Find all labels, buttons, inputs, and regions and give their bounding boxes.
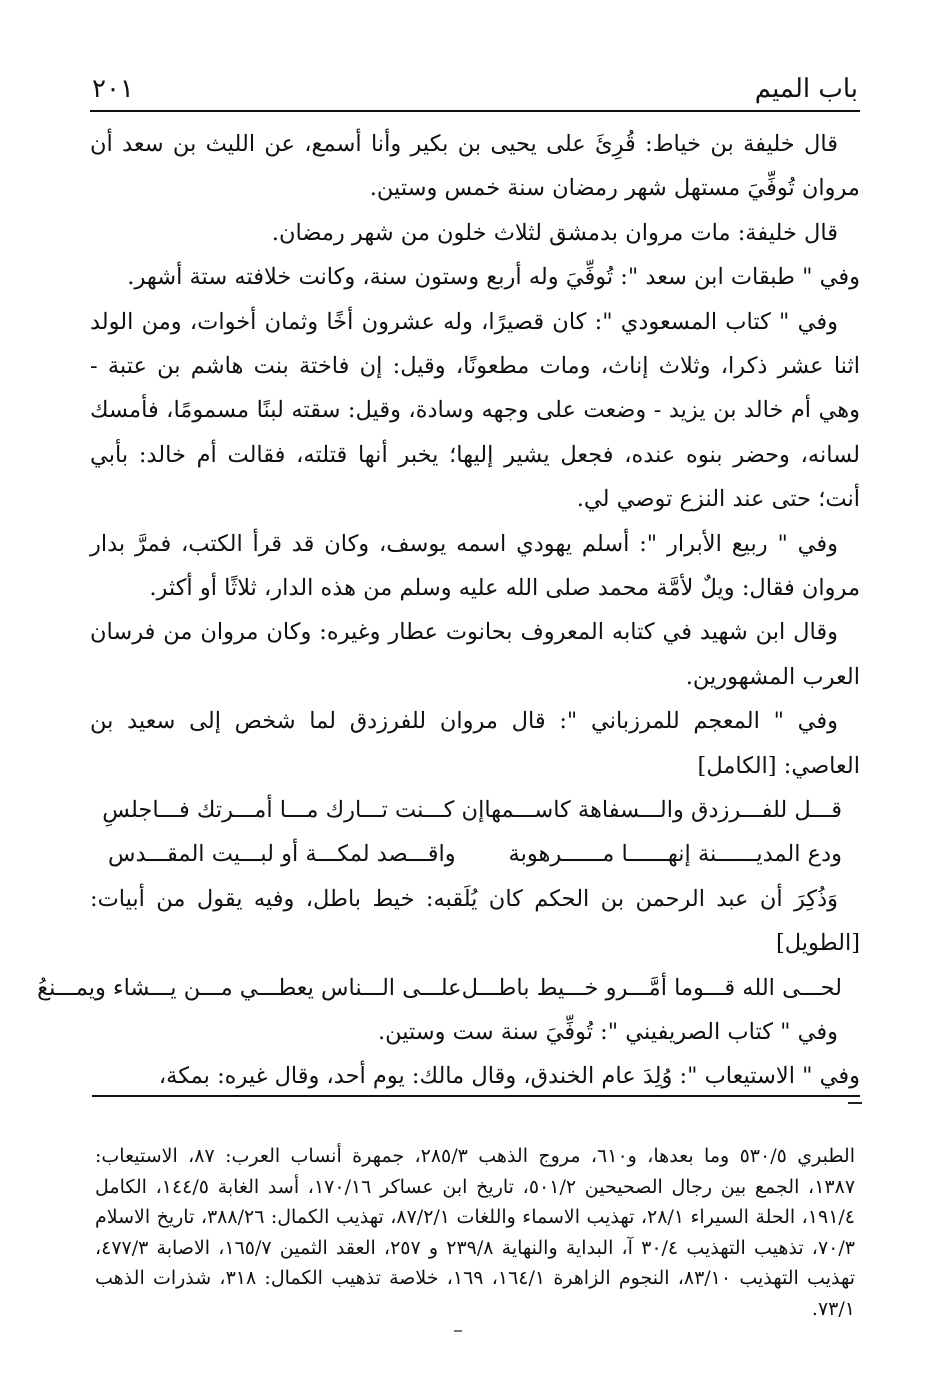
paragraph: قال خليفة: مات مروان بدمشق لثلاث خلون من شهر رمضان.: [271, 219, 838, 246]
verse-line: [37, 966, 860, 1010]
footnote-references: الطبري ٥٣٠/٥ وما بعدها، و٦١٠، مروج الذهب ٢٨٥/٣، جمهرة أنساب العرب: ٨٧، الاستيعاب: ١٣٨٧، الجمع بين رجال الصحيحين ٥٠١/٢، تاريخ ابن عساكر ١٧٠/١٦، أسد الغابة ١٤٤/٥، الكامل ١٩١/٤، الحلة السيراء ٢٨/١، تهذيب الاسماء واللغات ٨٧/٢/١، تهذيب الكمال: ٣٨٨/٢٦، تاريخ الاسلام ٧٠/٣، تذهيب التهذيب ٣٠/٤ آ، البداية والنهاية ٢٣٩/٨ و ٢٥٧، العقد الثمين ١٦٥/٧، الاصابة ٤٧٧/٣، تهذيب التهذيب ٨٣/١٠، النجوم الزاهرة ١٦٤/١، ١٦٩، خلاصة تذهيب الكمال: ٣١٨، شذرات الذهب ٧٣/١.: [95, 1145, 856, 1320]
paragraph: وفي " كتاب الصريفيني ": تُوفِّيَ سنة ست وستين.: [377, 1019, 838, 1046]
page-header: [92, 62, 858, 106]
hemistich-second: واقـــصد لمكـــة أو لبـــيت المقـــدس: [108, 841, 456, 868]
verse-line: [90, 832, 860, 876]
footnote-marker: [848, 1102, 862, 1104]
paragraph: وفي " كتاب المسعودي ": كان قصيرًا، وله عشرون أخًا وثمان أخوات، ومن الولد اثنا عشر ذكرا، وثلاث إناث، ومات مطعونًا، وقيل: إن فاختة بنت هاشم بن عتبة - وهي أم خالد بن يزيد - وضعت على وجهه وسادة، وقيل: سقته لبنًا مسمومًا، فأمسك لسانه، وحضر بنوه عنده، فجعل يشير إليها؛ يخبر أنها قتلته، فقالت أم خالد: بأبي أنت؛ حتى عند النزع توصي لي.: [90, 308, 860, 513]
main-text: [37, 122, 860, 1099]
paragraph: وفي " طبقات ابن سعد ": تُوفِّيَ وله أربع وستون سنة، وكانت خلافته ستة أشهر.: [127, 264, 860, 291]
paragraph: وَذُكِرَ أن عبد الرحمن بن الحكم كان يُلَقبه: خيط باطل، وفيه يقول من أبيات: [الطويل]: [90, 885, 860, 957]
poem-tawil: [37, 966, 860, 1010]
paragraph: وقال ابن شهيد في كتابه المعروف بحانوت عطار وغيره: وكان مروان من فرسان العرب المشهورين.: [90, 619, 860, 690]
hemistich-first: ودع المديــــــنة إنهــــــا مــــــرهوبة: [508, 841, 842, 868]
chapter-title: باب الميم: [754, 74, 858, 104]
paragraph: وفي " الاستيعاب ": وُلِدَ عام الخندق، وقال مالك: يوم أحد، وقال غيره: بمكة،: [158, 1063, 860, 1090]
footnote-rule: [92, 1095, 860, 1097]
hemistich-second: علـــى الـــناس يعطـــي مـــن يـــشاء ويمـــنعُ: [37, 974, 462, 1001]
poem-kamil: [90, 788, 860, 877]
verse-line: [90, 788, 860, 832]
paragraph: قال خليفة بن خياط: قُرِئَ على يحيى بن بكير وأنا أسمع، عن الليث بن سعد أن مروان تُوفِّيَ مستهل شهر رمضان سنة خمس وستين.: [90, 131, 860, 202]
hemistich-first: لحـــى الله قـــوما أمَّـــرو خـــيط باطـــل: [461, 974, 842, 1001]
hemistich-second: إن كـــنت تـــارك مـــا أمـــرتك فـــاجلسِ: [102, 797, 485, 824]
page-number: ٢٠١: [92, 74, 134, 104]
page-bottom-mark: [454, 1330, 462, 1332]
header-rule: [90, 110, 860, 112]
hemistich-first: قـــل للفـــرزدق والـــسفاهة كاســـمها: [484, 797, 842, 824]
paragraph: وفي " المعجم للمرزباني ": قال مروان للفرزدق لما شخص إلى سعيد بن العاصي: [الكامل]: [90, 708, 860, 779]
paragraph: وفي " ربيع الأبرار ": أسلم يهودي اسمه يوسف، وكان قد قرأ الكتب، فمرَّ بدار مروان فقال: ويلٌ لأمَّة محمد صلى الله عليه وسلم من هذه الدار، ثلاثًا أو أكثر.: [90, 530, 860, 602]
